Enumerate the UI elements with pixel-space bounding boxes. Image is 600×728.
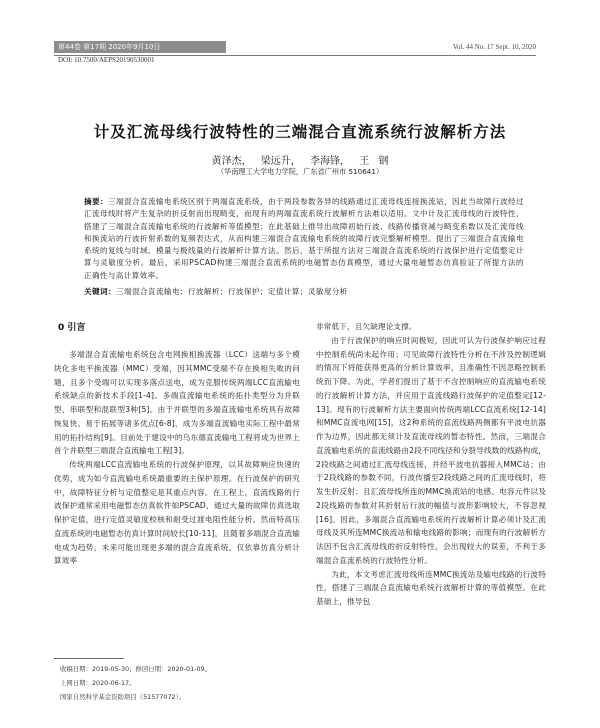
- header-volume-info-en: Vol. 44 No. 17 Sept. 10, 2020: [452, 43, 536, 51]
- footnote-received: 收稿日期：2019-05-30；修回日期：2020-01-09。: [60, 665, 211, 673]
- footnote-divider: [54, 658, 124, 659]
- affiliation: （华南理工大学电力学院，广东省广州市 510641）: [216, 167, 384, 176]
- keywords-text: 三端混合直流输电；行波解析；行波保护；定值计算；灵敏度分析: [115, 287, 348, 296]
- body-paragraph: 为此，本文考虑汇流母线所连MMC换流站及输电线路的行波特性，搭建了三端混合直流输电系统行波解析计算的等值模型。在此基础上，推导包: [316, 569, 546, 606]
- abstract-text: 三端混合直流输电系统区别于两端直流系统，由于两段参数各异的线路通过汇流母线连接换流站，因此当故障行波经过汇流母线时将产生复杂的折反射而出现畸变，而现有的两端直流系统行波解析方法难以适用。文中计及汇流母线的行波特性，搭建了三端混合直流输电系统的行波解析等值模型；在此基础上推导出故障初始行波、线路传播衰减与畸变系数以及汇流母线和换流站的行波折射系数的复频表达式，从而构建三端混合直流输电系统的故障行波完整解析模型。提出了三端混合直流输电系统的复线与时域、模量与极线量的行波解析计算方法。然后，基于所提方法对三端混合直流系统的行波保护进行定值整定计算与灵敏度分析。最后，采用PSCAD构建三端混合直流系统的电磁暂态仿真模型，通过大量电磁暂态仿真验证了所提方法的正确性与高计算效率。: [84, 197, 524, 280]
- keywords: [84, 286, 524, 298]
- body-paragraph: 多端混合直流输电系统包含电网换相换流器（LCC）送端与多个模块化多电平换流器（MMC）受端，因其MMC受端不存在换相失败的问题，且多个受端可以实现多落点送电，成为克服传统两端LCC直流输电系统缺点的新技术手段[1-4]。多端直流输电系统的拓扑类型分为并联型、串联型和混联型3种[5]。由于并联型的多端直流输电系统具有故障恢复快、易于拓展等诸多优点[6-8]，成为多端直流输电实际工程中最常用的拓扑结构[9]。目前处于建设中的乌东德直流输电工程将成为世界上首个并联型三端混合直流输电工程[3]。: [54, 350, 300, 456]
- body-column-right: [316, 320, 546, 609]
- footnote-online: 上网日期：2020-06-17。: [60, 679, 136, 687]
- abstract: [84, 196, 524, 282]
- body-paragraph-continuation: 非常低下，且欠缺理论支撑。: [316, 322, 417, 331]
- footnote-funding: 国家自然科学基金资助项目（51577072）。: [60, 693, 186, 701]
- author-name: 梁远升，: [260, 156, 301, 167]
- section-heading-introduction: 0 引言: [58, 323, 86, 333]
- authors: [0, 152, 600, 167]
- keywords-label: 关键词：: [84, 287, 116, 296]
- author-name: 黄泽杰，: [211, 156, 252, 167]
- abstract-label: 摘要：: [84, 197, 109, 206]
- header-volume-info: 第44卷 第17期 2020年9月10日: [58, 43, 161, 51]
- article-title: 计及汇流母线行波特性的三端混合直流系统行波解析方法: [93, 123, 507, 141]
- body-paragraph: 由于行波保护的响应时间极短，因此可认为行波保护响应过程中控制系统尚未起作用；可见故障行波特性分析在不涉及控制逻辑的情况下将能获得更高的分析计算效率，且准确性不因忽略控制系统而下降。为此，学者们提出了基于不含控制响应的直流输电系统的行波解析计算方法，并应用于直流线路行波保护的定值整定[12-13]。现有的行波解析方法主要面向传统两端LCC直流系统[12-14]和MMC直流电网[15]，这2种系统的直流线路两侧都有平波电抗器作为边界，因此都无须计及直流母线的暂态特性。然而，三端混合直流输电系统的直流线路由2段不同线径和分裂导线数的线路构成，2段线路之间通过汇流母线连接，并经平波电抗器接入MMC站；由于2段线路的参数不同，行波传播至2段线路之间的汇流母线时，将发生折反射；且汇流母线所连的MMC换流站的电感、电容元件以及2段线路的参数对其折射后行波的幅值与波形影响较大，不容忽视[16]。因此，多端混合直流输电系统的行波解析计算必须计及汇流母线及其所连MMC换流站和输电线路的影响；而现有的行波解析方法因不包含汇流母线的折反射特性，会出现较大的误差，不利于多端混合直流系统的行波特性分析。: [316, 335, 546, 565]
- author-name: 李海锋，: [310, 156, 350, 167]
- body-column-left: [54, 348, 300, 568]
- doi: DOI: 10.7500/AEPS20190530001: [58, 56, 155, 64]
- footnotes: [60, 662, 211, 704]
- body-paragraph: 传统两端LCC直流输电系统的行波保护原理，以其故障响应快速的优势，成为如今直流输电系统最重要的主保护原理。在行波保护的研究中，故障特征分析与定值整定是其重点内容。在工程上，直流线路的行波保护通常采用电磁暂态仿真软件如PSCAD，通过大量的故障仿真选取保护定值，进行定值灵敏度校核和耐受过渡电阻性能分析。然而特高压直流系统的电磁暂态仿真计算时间较长[10-11]，且随着多端混合直流输电成为趋势，未来可能出现更多端的混合直流系统，仅依靠仿真分析计算效率: [54, 460, 300, 566]
- author-name: 王 钢: [359, 156, 389, 167]
